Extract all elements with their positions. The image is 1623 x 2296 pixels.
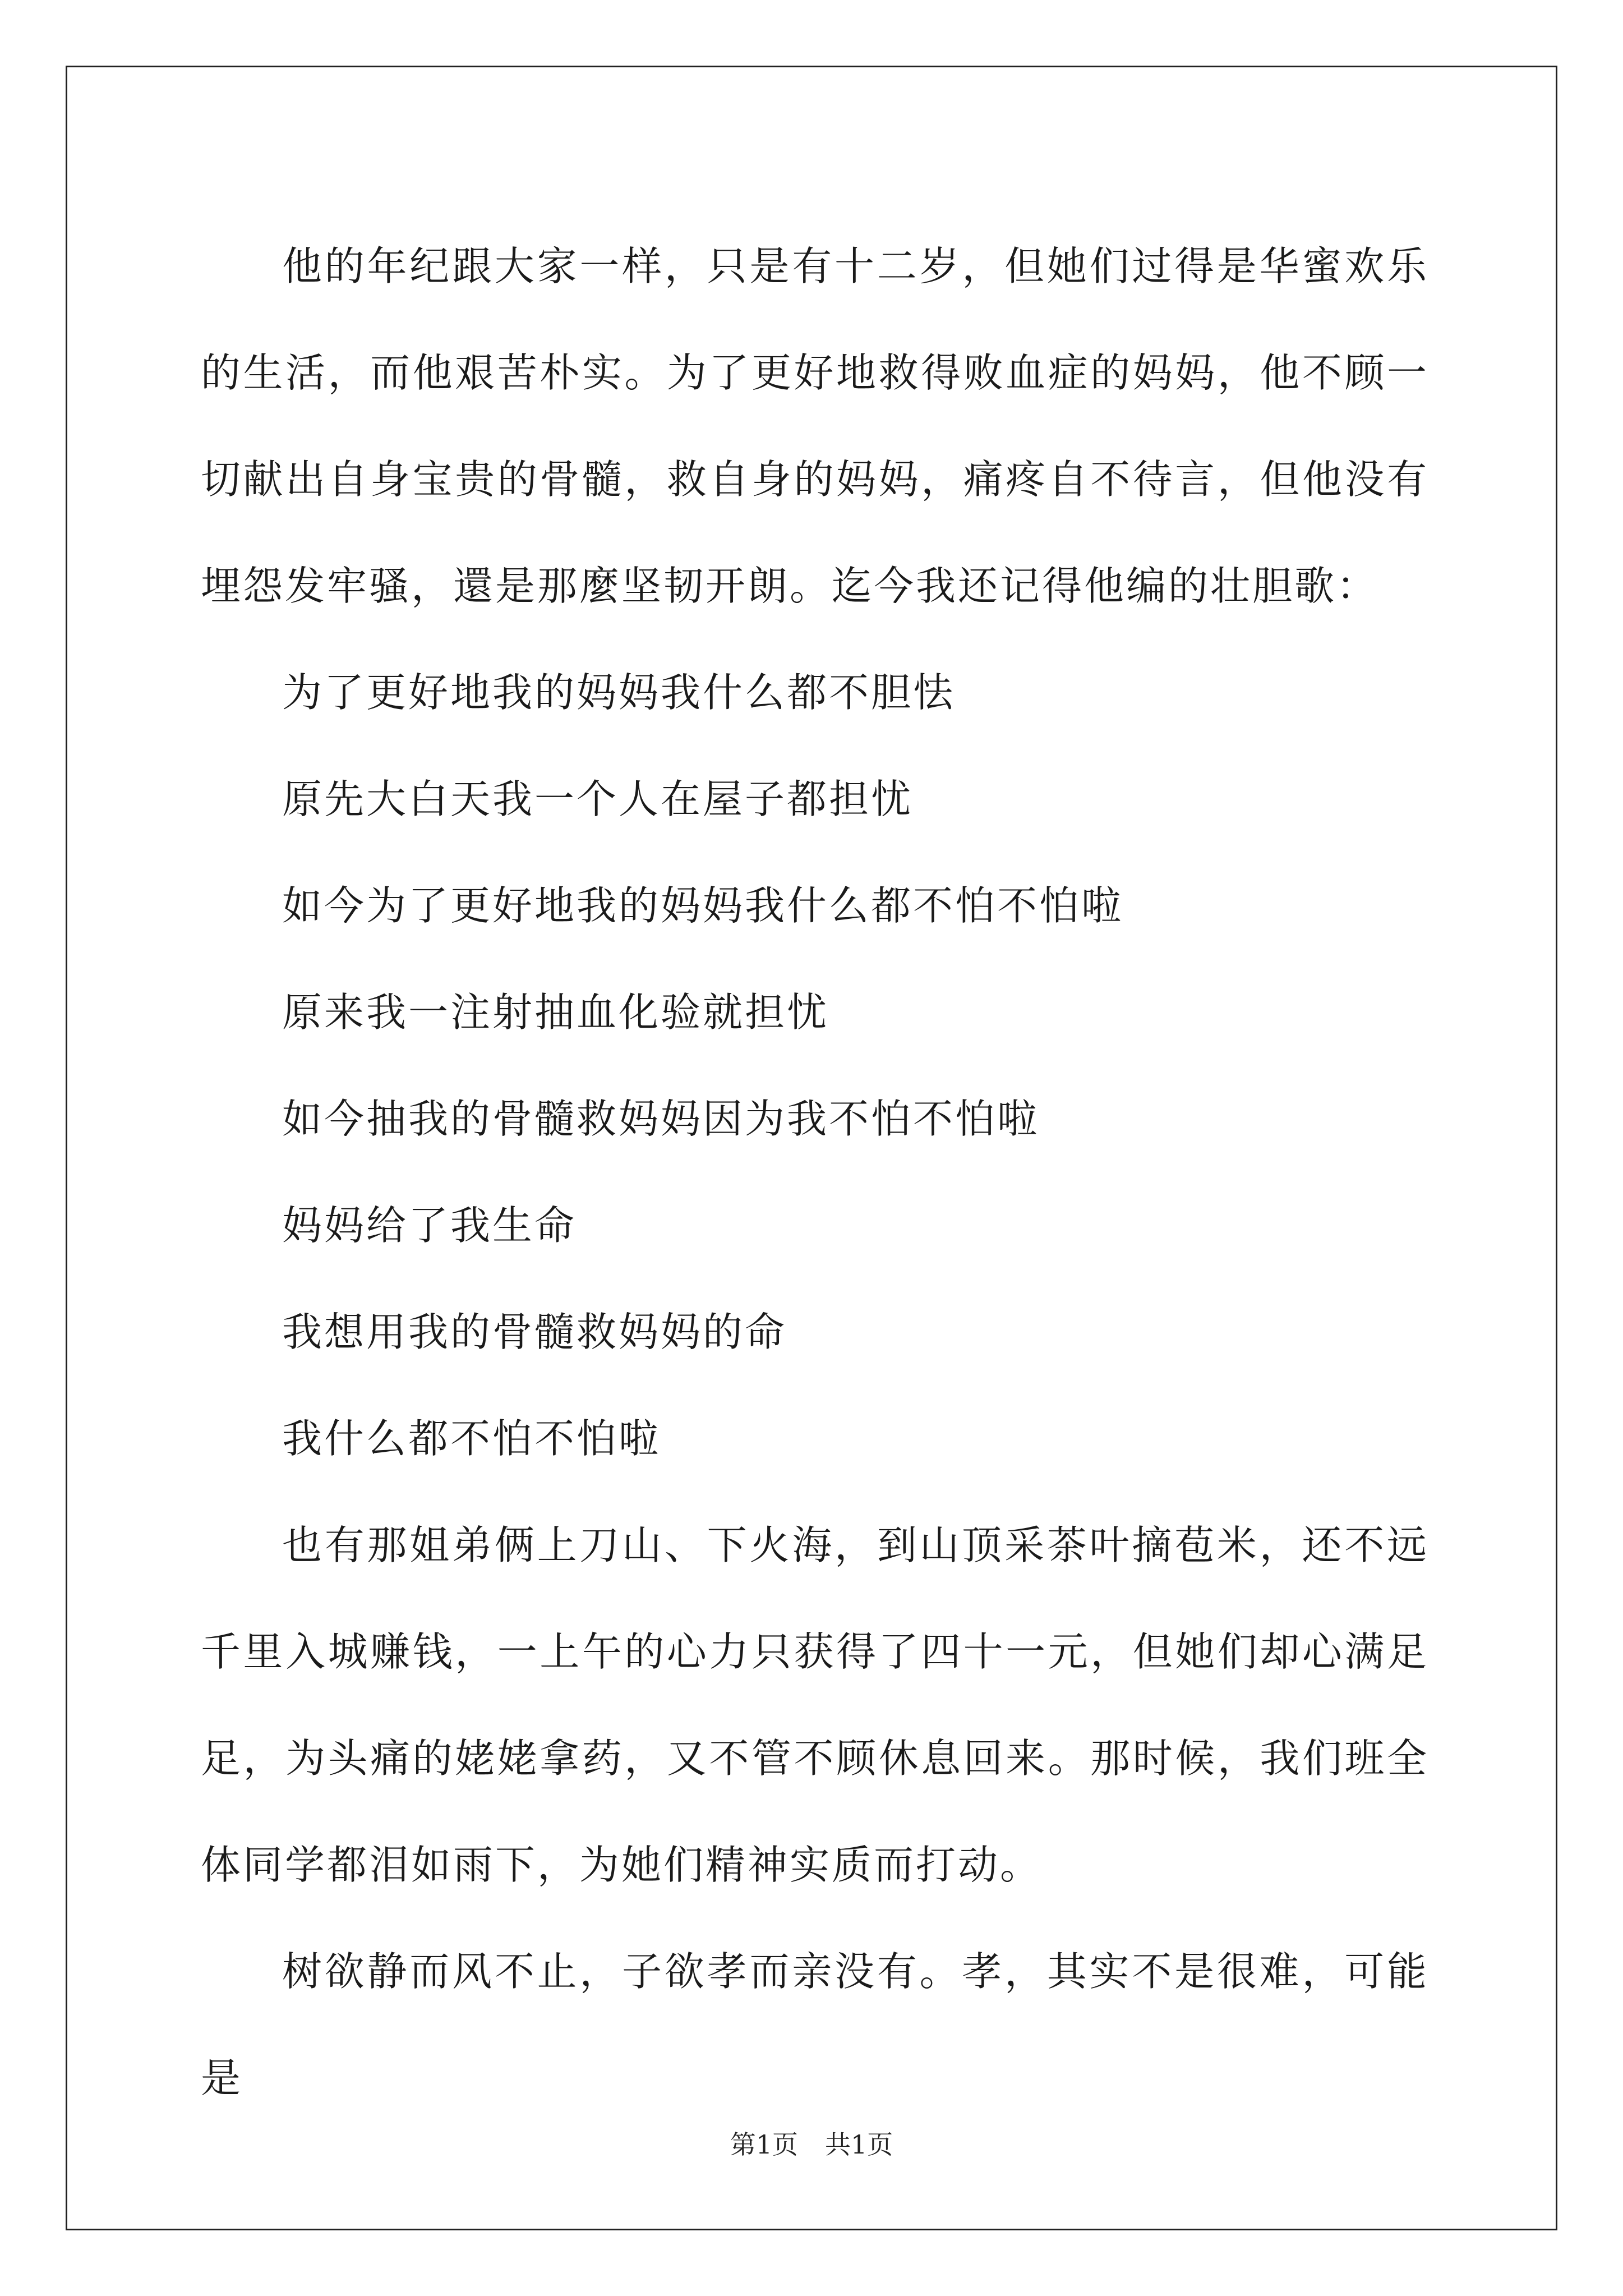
verse-line: 为了更好地我的妈妈我什么都不胆怯: [282, 669, 956, 716]
paragraph: 也有那姐弟俩上刀山、下火海，到山顶采茶叶摘苞米，还不远千里入城赚钱，一上午的心力只获得了四十一元，但她们却心满足足，为头痛的姥姥拿药，又不管不顾休息回来。那时候，我们班全体同学都泪如雨下，为她们精神实质而打动。: [201, 1522, 1429, 1888]
verse-line: 妈妈给了我生命: [282, 1202, 577, 1249]
paragraph: 树欲静而风不止，子欲孝而亲没有。孝，其实不是很难，可能是: [201, 1948, 1429, 2101]
verse-line: 原来我一注射抽血化验就担忧: [282, 989, 829, 1036]
verse-line: 我什么都不怕不怕啦: [282, 1415, 661, 1462]
document-body: [201, 213, 1429, 2132]
page-count: 共1页: [825, 2129, 893, 2160]
verse-line: 如今为了更好地我的妈妈我什么都不怕不怕啦: [282, 882, 1124, 929]
verse-line: 如今抽我的骨髓救妈妈因为我不怕不怕啦: [282, 1096, 1040, 1142]
paragraph: 他的年纪跟大家一样，只是有十二岁，但她们过得是华蜜欢乐的生活，而他艰苦朴实。为了更好地救得败血症的妈妈，他不顾一切献出自身宝贵的骨髓，救自身的妈妈，痛疼自不待言，但他没有埋怨发牢骚，還是那麼坚韧开朗。迄今我还记得他编的壮胆歌：: [201, 243, 1429, 609]
verse-line: 我想用我的骨髓救妈妈的命: [282, 1309, 787, 1355]
page-footer: [0, 2128, 1623, 2161]
page-number: 第1页: [730, 2129, 798, 2160]
verse-line: 原先大白天我一个人在屋子都担忧: [282, 776, 914, 822]
